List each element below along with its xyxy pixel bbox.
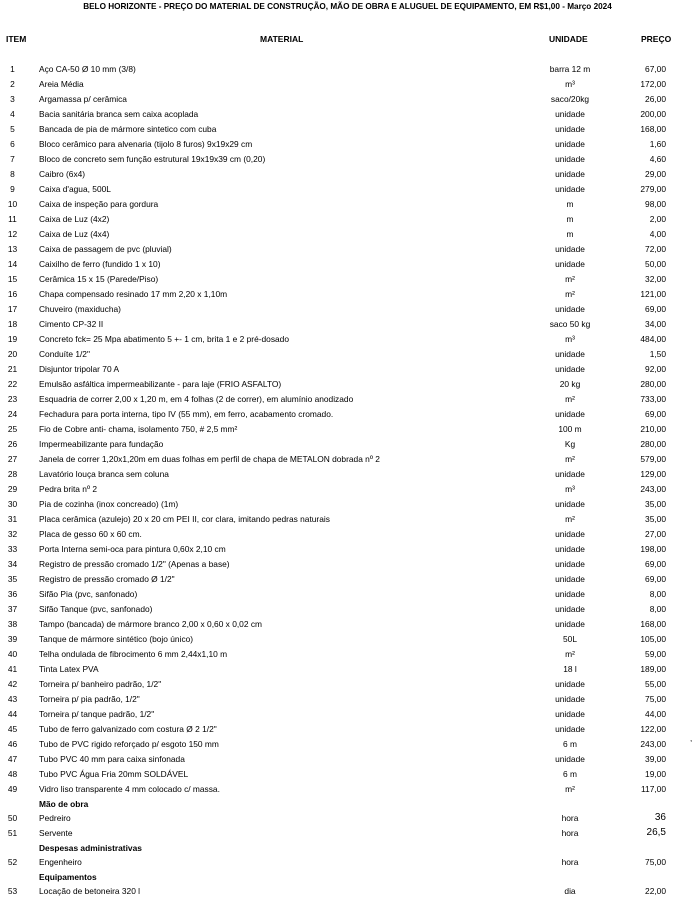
unit: unidade [555, 694, 585, 704]
column-header-material: MATERIAL [260, 34, 304, 44]
unit: 18 l [563, 664, 577, 674]
price: 98,00 [645, 199, 666, 209]
item-number: 24 [7, 409, 18, 419]
price: 67,00 [645, 64, 666, 74]
item-number: 35 [7, 574, 18, 584]
table-row [0, 212, 695, 227]
material-name: Torneira p/ tanque padrão, 1/2" [39, 709, 155, 719]
material-name: Caixa de inspeção para gordura [39, 199, 159, 209]
table-row [0, 122, 695, 137]
table-row [0, 197, 695, 212]
table-row [0, 722, 695, 737]
material-name: Torneira p/ banheiro padrão, 1/2" [39, 679, 162, 689]
material-name: Janela de correr 1,20x1,20m em duas folhas em perfil de chapa de METALON dobrada nº 2 [39, 454, 380, 464]
price: 92,00 [645, 364, 666, 374]
item-number: 15 [7, 274, 18, 284]
table-row [0, 737, 695, 752]
unit: unidade [555, 679, 585, 689]
material-name: Argamassa p/ cerâmica [39, 94, 127, 104]
price: 279,00 [640, 184, 666, 194]
table-row [0, 347, 695, 362]
material-name: Cerâmica 15 x 15 (Parede/Piso) [39, 274, 159, 284]
material-name: Vidro liso transparente 4 mm colocado c/ massa. [39, 784, 220, 794]
unit: Kg [564, 439, 576, 449]
item-number: 10 [7, 199, 18, 209]
unit: unidade [555, 589, 585, 599]
table-row [0, 632, 695, 647]
table-row [0, 422, 695, 437]
price: 200,00 [640, 109, 666, 119]
material-name: Tubo de ferro galvanizado com costura Ø 2 1/2" [39, 724, 217, 734]
table-row [0, 437, 695, 452]
item-number: 41 [7, 664, 18, 674]
unit: m³ [565, 334, 575, 344]
unit: unidade [555, 574, 585, 584]
item-number: 26 [7, 439, 18, 449]
unit: unidade [555, 154, 585, 164]
table-row [0, 677, 695, 692]
price: 122,00 [640, 724, 666, 734]
material-name: Locação de betoneira 320 l [39, 886, 141, 896]
unit: unidade [555, 259, 585, 269]
unit: unidade [555, 604, 585, 614]
unit: unidade [555, 139, 585, 149]
unit: saco/20kg [550, 94, 590, 104]
item-number: 8 [10, 169, 15, 179]
price: 168,00 [640, 124, 666, 134]
price: 8,00 [649, 604, 666, 614]
table-row [0, 107, 695, 122]
price: 26,5 [646, 827, 666, 838]
item-number: 13 [7, 244, 18, 254]
price: 280,00 [640, 439, 666, 449]
table-row [0, 452, 695, 467]
unit: unidade [555, 244, 585, 254]
material-name: Concreto fck= 25 Mpa abatimento 5 +- 1 cm, brita 1 e 2 pré-dosado [39, 334, 289, 344]
table-row [0, 855, 695, 870]
price: 2,00 [649, 214, 666, 224]
unit: unidade [555, 304, 585, 314]
material-name: Placa cerâmica (azulejo) 20 x 20 cm PEI II, cor clara, imitando pedras naturais [39, 514, 330, 524]
item-number: 22 [7, 379, 18, 389]
table-row [0, 77, 695, 92]
section-label: Mão de obra [39, 799, 89, 809]
table-row [0, 317, 695, 332]
material-name: Servente [39, 828, 73, 838]
unit: m² [565, 649, 575, 659]
price: 36 [654, 812, 666, 823]
table-row [0, 362, 695, 377]
price: 44,00 [645, 709, 666, 719]
price: 29,00 [645, 169, 666, 179]
unit: unidade [555, 169, 585, 179]
unit: 6 m [563, 739, 577, 749]
table-row [0, 302, 695, 317]
item-number: 40 [7, 649, 18, 659]
price: 34,00 [645, 319, 666, 329]
table-row [0, 557, 695, 572]
unit: barra 12 m [549, 64, 591, 74]
unit: hora [561, 813, 579, 823]
material-name: Chuveiro (maxiducha) [39, 304, 121, 314]
item-number: 38 [7, 619, 18, 629]
item-number: 18 [7, 319, 18, 329]
table-row [0, 392, 695, 407]
item-number: 27 [7, 454, 18, 464]
material-name: Sifão Pia (pvc, sanfonado) [39, 589, 138, 599]
item-number: 2 [10, 79, 15, 89]
table-row [0, 826, 695, 841]
material-name: Registro de pressão cromado Ø 1/2" [39, 574, 175, 584]
price: 69,00 [645, 409, 666, 419]
material-name: Tubo de PVC rigido reforçado p/ esgoto 150 mm [39, 739, 219, 749]
material-name: Areia Média [39, 79, 84, 89]
price: 1,60 [649, 139, 666, 149]
table-row [0, 257, 695, 272]
price-table [0, 62, 695, 899]
material-name: Tanque de mármore sintético (bojo único) [39, 634, 194, 644]
price: 105,00 [640, 634, 666, 644]
table-row [0, 272, 695, 287]
material-name: Tubo PVC 40 mm para caixa sinfonada [39, 754, 185, 764]
table-row [0, 182, 695, 197]
unit: unidade [555, 109, 585, 119]
table-row [0, 137, 695, 152]
price: 69,00 [645, 559, 666, 569]
table-row [0, 752, 695, 767]
table-row [0, 332, 695, 347]
price: 129,00 [640, 469, 666, 479]
unit: 100 m [558, 424, 582, 434]
unit: unidade [555, 724, 585, 734]
unit: m³ [565, 79, 575, 89]
material-name: Pedra brita nº 2 [39, 484, 97, 494]
unit: m³ [565, 484, 575, 494]
material-name: Conduíte 1/2" [39, 349, 90, 359]
unit: m² [565, 784, 575, 794]
unit: unidade [555, 754, 585, 764]
unit: unidade [555, 409, 585, 419]
price: 72,00 [645, 244, 666, 254]
table-row [0, 482, 695, 497]
material-name: Tampo (bancada) de mármore branco 2,00 x 0,60 x 0,02 cm [39, 619, 262, 629]
price: 69,00 [645, 574, 666, 584]
unit: unidade [555, 184, 585, 194]
unit: unidade [555, 364, 585, 374]
price: 243,00 [640, 484, 666, 494]
price: 210,00 [640, 424, 666, 434]
price: 26,00 [645, 94, 666, 104]
table-row [0, 377, 695, 392]
price: 35,00 [645, 514, 666, 524]
section-header [0, 870, 695, 884]
price: 75,00 [645, 694, 666, 704]
table-row [0, 62, 695, 77]
price: 198,00 [640, 544, 666, 554]
material-name: Lavatório louça branca sem coluna [39, 469, 169, 479]
column-header-unidade: UNIDADE [549, 34, 588, 44]
table-row [0, 242, 695, 257]
unit: unidade [555, 544, 585, 554]
material-name: Aço CA-50 Ø 10 mm (3/8) [39, 64, 136, 74]
material-name: Emulsão asfáltica impermeabilizante - para laje (FRIO ASFALTO) [39, 379, 282, 389]
material-name: Fechadura para porta interna, tipo IV (55 mm), em ferro, acabamento cromado. [39, 409, 334, 419]
material-name: Fio de Cobre anti- chama, isolamento 750, # 2,5 mm² [39, 424, 238, 434]
material-name: Caixilho de ferro (fundido 1 x 10) [39, 259, 161, 269]
column-header-item: ITEM [6, 34, 27, 44]
table-row [0, 782, 695, 797]
unit: dia [564, 886, 576, 896]
material-name: Bancada de pia de mármore sintetico com cuba [39, 124, 217, 134]
item-number: 6 [10, 139, 15, 149]
unit: m [566, 199, 574, 209]
material-name: Caibro (6x4) [39, 169, 86, 179]
item-number: 34 [7, 559, 18, 569]
material-name: Chapa compensado resinado 17 mm 2,20 x 1,10m [39, 289, 228, 299]
table-row [0, 662, 695, 677]
item-number: 21 [7, 364, 18, 374]
price: 121,00 [640, 289, 666, 299]
price: 168,00 [640, 619, 666, 629]
unit: m² [565, 514, 575, 524]
item-number: 23 [7, 394, 18, 404]
unit: unidade [555, 499, 585, 509]
unit: hora [561, 857, 579, 867]
table-row [0, 542, 695, 557]
item-number: 5 [10, 124, 15, 134]
material-name: Telha ondulada de fibrocimento 6 mm 2,44x1,10 m [39, 649, 228, 659]
price: 69,00 [645, 304, 666, 314]
material-name: Caixa de Luz (4x2) [39, 214, 110, 224]
item-number: 17 [7, 304, 18, 314]
price: 8,00 [649, 589, 666, 599]
item-number: 25 [7, 424, 18, 434]
material-name: Caixa de Luz (4x4) [39, 229, 110, 239]
item-number: 50 [7, 813, 18, 823]
item-number: 30 [7, 499, 18, 509]
table-row [0, 647, 695, 662]
item-number: 28 [7, 469, 18, 479]
unit: 50L [563, 634, 577, 644]
unit: m [566, 214, 574, 224]
table-row [0, 287, 695, 302]
material-name: Sifão Tanque (pvc, sanfonado) [39, 604, 153, 614]
item-number: 44 [7, 709, 18, 719]
price: 4,60 [649, 154, 666, 164]
item-number: 1 [10, 64, 15, 74]
material-name: Placa de gesso 60 x 60 cm. [39, 529, 142, 539]
price: 50,00 [645, 259, 666, 269]
material-name: Pedreiro [39, 813, 71, 823]
table-row [0, 767, 695, 782]
table-row [0, 617, 695, 632]
margin-mark: , [690, 734, 693, 743]
unit: m² [565, 274, 575, 284]
item-number: 9 [10, 184, 15, 194]
unit: 6 m [563, 769, 577, 779]
price: 280,00 [640, 379, 666, 389]
item-number: 19 [7, 334, 18, 344]
page-title: BELO HORIZONTE - PREÇO DO MATERIAL DE CONSTRUÇÃO, MÃO DE OBRA E ALUGUEL DE EQUIPAMENTO, EM R$1,00 - Março 2024 [83, 2, 612, 11]
item-number: 51 [7, 828, 18, 838]
table-row [0, 227, 695, 242]
material-name: Tubo PVC Água Fria 20mm SOLDÁVEL [39, 769, 189, 779]
table-row [0, 587, 695, 602]
item-number: 42 [7, 679, 18, 689]
section-header [0, 841, 695, 855]
table-row [0, 692, 695, 707]
price: 22,00 [645, 886, 666, 896]
table-row [0, 92, 695, 107]
table-row [0, 152, 695, 167]
unit: unidade [555, 349, 585, 359]
price: 243,00 [640, 739, 666, 749]
unit: unidade [555, 559, 585, 569]
material-name: Caixa de passagem de pvc (pluvial) [39, 244, 172, 254]
item-number: 29 [7, 484, 18, 494]
price: 189,00 [640, 664, 666, 674]
item-number: 36 [7, 589, 18, 599]
item-number: 37 [7, 604, 18, 614]
table-row [0, 811, 695, 826]
unit: unidade [555, 124, 585, 134]
table-row [0, 512, 695, 527]
item-number: 4 [10, 109, 15, 119]
price: 55,00 [645, 679, 666, 689]
section-header [0, 797, 695, 811]
table-row [0, 572, 695, 587]
material-name: Disjuntor tripolar 70 A [39, 364, 120, 374]
table-row [0, 884, 695, 899]
table-row [0, 707, 695, 722]
item-number: 14 [7, 259, 18, 269]
item-number: 49 [7, 784, 18, 794]
unit: unidade [555, 709, 585, 719]
item-number: 20 [7, 349, 18, 359]
material-name: Cimento CP-32 II [39, 319, 104, 329]
unit: saco 50 kg [549, 319, 591, 329]
item-number: 32 [7, 529, 18, 539]
unit: unidade [555, 529, 585, 539]
table-row [0, 407, 695, 422]
price: 32,00 [645, 274, 666, 284]
material-name: Porta Interna semi-oca para pintura 0,60x 2,10 cm [39, 544, 226, 554]
item-number: 48 [7, 769, 18, 779]
price: 27,00 [645, 529, 666, 539]
unit: 20 kg [559, 379, 581, 389]
column-header-preco: PREÇO [641, 34, 672, 44]
price: 19,00 [645, 769, 666, 779]
material-name: Tinta Latex PVA [39, 664, 99, 674]
unit: m² [565, 394, 575, 404]
item-number: 31 [7, 514, 18, 524]
item-number: 12 [7, 229, 18, 239]
material-name: Bloco cerâmico para alvenaria (tijolo 8 furos) 9x19x29 cm [39, 139, 253, 149]
price: 1,50 [649, 349, 666, 359]
material-name: Bloco de concreto sem função estrutural 19x19x39 cm (0,20) [39, 154, 266, 164]
section-label: Equipamentos [39, 872, 97, 882]
material-name: Pia de cozinha (inox concreado) (1m) [39, 499, 179, 509]
price: 484,00 [640, 334, 666, 344]
unit: m² [565, 454, 575, 464]
unit: hora [561, 828, 579, 838]
material-name: Caixa d'agua, 500L [39, 184, 111, 194]
unit: unidade [555, 619, 585, 629]
material-name: Engenheiro [39, 857, 82, 867]
price: 39,00 [645, 754, 666, 764]
price: 75,00 [645, 857, 666, 867]
item-number: 43 [7, 694, 18, 704]
table-row [0, 467, 695, 482]
item-number: 3 [10, 94, 15, 104]
item-number: 11 [8, 214, 17, 224]
item-number: 47 [7, 754, 18, 764]
item-number: 33 [7, 544, 18, 554]
material-name: Impermeabilizante para fundação [39, 439, 164, 449]
item-number: 46 [7, 739, 18, 749]
table-row [0, 527, 695, 542]
price: 733,00 [640, 394, 666, 404]
unit: unidade [555, 469, 585, 479]
price: 579,00 [640, 454, 666, 464]
table-row [0, 167, 695, 182]
material-name: Torneira p/ pia padrão, 1/2" [39, 694, 140, 704]
item-number: 39 [7, 634, 18, 644]
table-row [0, 602, 695, 617]
item-number: 45 [7, 724, 18, 734]
price: 117,00 [641, 784, 666, 794]
section-label: Despesas administrativas [39, 843, 142, 853]
price: 59,00 [645, 649, 666, 659]
material-name: Bacia sanitária branca sem caixa acoplada [39, 109, 199, 119]
price: 35,00 [645, 499, 666, 509]
unit: m [566, 229, 574, 239]
material-name: Esquadria de correr 2,00 x 1,20 m, em 4 folhas (2 de correr), em alumínio anodizado [39, 394, 354, 404]
item-number: 53 [7, 886, 18, 896]
item-number: 16 [7, 289, 18, 299]
unit: m² [565, 289, 575, 299]
item-number: 52 [7, 857, 18, 867]
item-number: 7 [10, 154, 15, 164]
material-name: Registro de pressão cromado 1/2" (Apenas a base) [39, 559, 230, 569]
table-row [0, 497, 695, 512]
price: 172,00 [640, 79, 666, 89]
price: 4,00 [649, 229, 666, 239]
